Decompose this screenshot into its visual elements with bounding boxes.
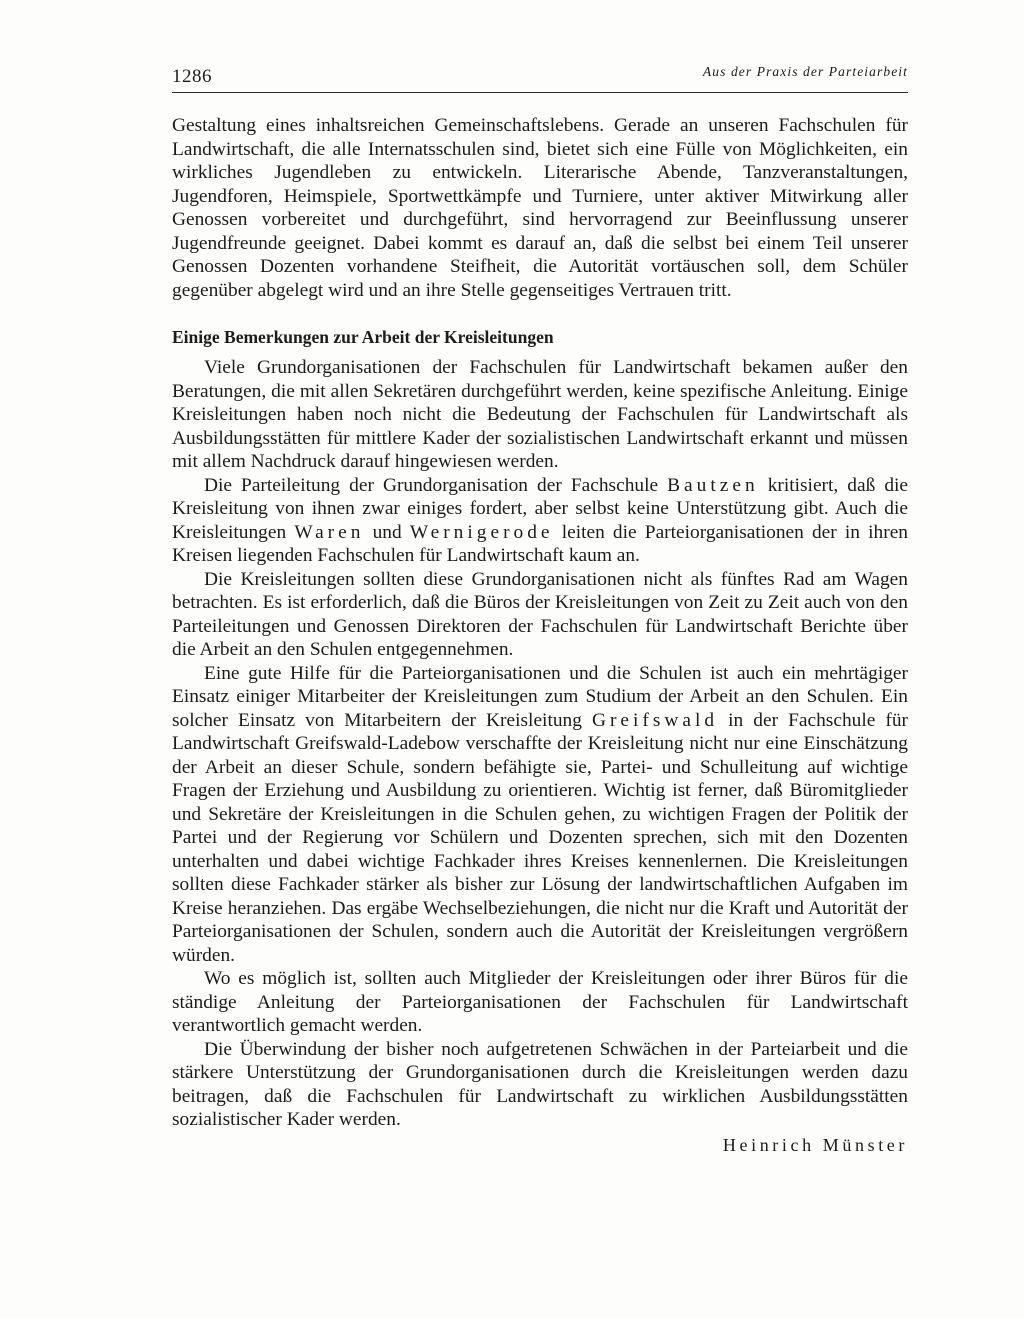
paragraph-1: Gestaltung eines inhaltsreichen Gemeinschaftslebens. Gerade an unseren Fachschulen für Landwirtschaft, die alle Internatsschulen sind, bietet sich eine Fülle von Möglichkeiten, ein wirkliches Jugendleben zu entwickeln. Literarische Abende, Tanzveranstaltungen, Jugendforen, Heimspiele, Sportwettkämpfe und Turniere, unter aktiver Mitwirkung aller Genossen vorbereitet und durchgeführt, sind hervorragend zur Beeinflussung unserer Jugendfreunde geeignet. Dabei kommt es darauf an, daß die selbst bei einem Teil unserer Genossen Dozenten vorhandene Steifheit, die Autorität vortäuschen soll, dem Schüler gegenüber abgelegt wird und an ihre Stelle gegenseitiges Vertrauen tritt. bbox=[172, 115, 908, 301]
paragraph-5-text-b: in der Fachschule für Landwirtschaft Greifswald-Ladebow verschaffte der Kreisleitung nicht nur eine Einschätzung der Arbeit an dieser Schule, sondern befähigte sie, Partei- und Schulleitung auf wichtige Fragen der Erziehung und Ausbildung zu orientieren. Wichtig ist ferner, daß Büromitglieder und Sekretäre der Kreisleitungen in die Schulen gehen, zu wichtigen Fragen der Politik der Partei und der Regierung vor Schülern und Dozenten sprechen, sich mit den Dozenten unterhalten und dabei wichtige Fachkader ihres Kreises kennenlernen. Die Kreisleitungen sollten diese Fachkader stärker als bisher zur Lösung der landwirtschaftlichen Aufgaben im Kreise heranziehen. Das ergäbe Wechselbeziehungen, die nicht nur die Kraft und Autorität der Parteiorganisationen der Schulen, sondern auch die Autorität der Kreisleitungen vergrößern würden. bbox=[172, 709, 908, 966]
paragraph-5-text-a: Eine gute Hilfe für die Parteiorganisationen und die Schulen ist auch ein mehrtägiger Einsatz einiger Mitarbeiter der Kreisleitungen zum Studium der Arbeit an den Schulen. Ein solcher Einsatz von Mitarbeitern der Kreisleitung bbox=[172, 662, 908, 731]
paragraph-4: Die Kreisleitungen sollten diese Grundorganisationen nicht als fünftes Rad am Wagen betrachten. Es ist erforderlich, daß die Büros der Kreisleitungen von Zeit zu Zeit auch von den Parteileitungen und Genossen Direktoren der Fachschulen für Landwirtschaft Berichte über die Arbeit an den Schulen entgegennehmen. bbox=[172, 568, 908, 660]
city-wernigerode: Wernigerode bbox=[409, 521, 554, 543]
article-body bbox=[172, 114, 908, 1156]
city-bautzen: Bautzen bbox=[667, 474, 759, 496]
city-waren: Waren bbox=[294, 521, 365, 543]
author-signature: Heinrich Münster bbox=[722, 1134, 908, 1155]
paragraph-5 bbox=[172, 662, 908, 968]
page-number: 1286 bbox=[172, 66, 212, 87]
paragraph-6: Wo es möglich ist, sollten auch Mitglieder der Kreisleitungen oder ihrer Büros für die ständige Anleitung der Parteiorganisationen der Fachschulen für Landwirtschaft verantwortlich gemacht werden. bbox=[172, 968, 908, 1036]
page-header bbox=[172, 60, 908, 93]
paragraph-3-text-c: und bbox=[364, 521, 410, 543]
section-heading: Einige Bemerkungen zur Arbeit der Kreisleitungen bbox=[172, 327, 554, 347]
city-greifswald: Greifswald bbox=[591, 709, 719, 731]
running-head: Aus der Praxis der Parteiarbeit bbox=[702, 64, 908, 79]
paragraph-3-text-a: Die Parteileitung der Grundorganisation der Fachschule bbox=[204, 474, 668, 496]
paragraph-3-text-b: kritisiert, daß die Kreisleitung von ihnen zwar einiges fordert, aber selbst keine Unterstützung gibt. Auch die Kreisleitungen bbox=[172, 474, 909, 543]
paragraph-2: Viele Grundorganisationen der Fachschulen für Landwirtschaft bekamen außer den Beratungen, die mit allen Sekretären durchgeführt werden, keine spezifische Anleitung. Einige Kreisleitungen haben noch nicht die Bedeutung der Fachschulen für Landwirtschaft als Ausbildungsstätten für mittlere Kader der sozialistischen Landwirtschaft erkannt und müssen mit allem Nachdruck darauf hingewiesen werden. bbox=[172, 357, 908, 472]
paragraph-7: Die Überwindung der bisher noch aufgetretenen Schwächen in der Parteiarbeit und die stärkere Unterstützung der Grundorganisationen durch die Kreisleitungen werden dazu beitragen, daß die Fachschulen für Landwirtschaft zu wirklichen Ausbildungsstätten sozialistischer Kader werden. bbox=[172, 1038, 908, 1130]
paragraph-3-text-d: leiten die Parteiorganisationen der in ihren Kreisen liegenden Fachschulen für Landwirtschaft kaum an. bbox=[172, 521, 908, 566]
paragraph-3 bbox=[172, 474, 908, 568]
